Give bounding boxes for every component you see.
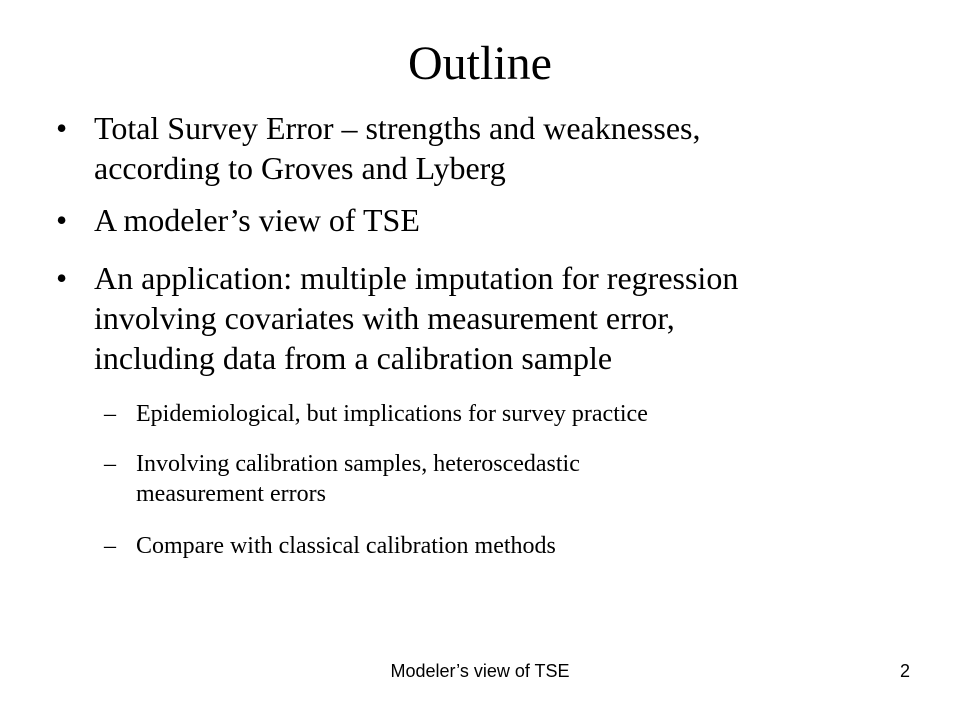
- sub-item-dash: –: [104, 401, 116, 427]
- sub-item-line: measurement errors: [136, 481, 326, 507]
- sub-item-line: Epidemiological, but implications for survey practice: [136, 401, 648, 427]
- sub-item-text-2: [136, 449, 864, 509]
- sub-item-dash: –: [104, 451, 116, 477]
- bullet-line: involving covariates with measurement error,: [94, 300, 675, 336]
- bullet-text-2: [94, 200, 884, 240]
- bullet-line: An application: multiple imputation for regression: [94, 260, 739, 296]
- sub-item-text-3: [136, 531, 864, 561]
- bullet-line: according to Groves and Lyberg: [94, 150, 506, 186]
- bullet-line: A modeler’s view of TSE: [94, 202, 420, 238]
- bullet-dot: •: [56, 110, 68, 146]
- bullet-line: including data from a calibration sample: [94, 340, 613, 376]
- bullet-text-1: [94, 108, 884, 188]
- footer-text: Modeler’s view of TSE: [390, 661, 570, 681]
- bullet-line: Total Survey Error – strengths and weaknesses,: [94, 110, 701, 146]
- bullet-dot: •: [56, 202, 68, 238]
- bullet-text-3: [94, 258, 884, 378]
- page-number: 2: [899, 661, 910, 681]
- sub-item-dash: –: [104, 533, 116, 559]
- sub-item-text-1: [136, 399, 864, 429]
- sub-item-line: Compare with classical calibration methods: [136, 533, 556, 559]
- slide-title: Outline: [408, 37, 552, 90]
- sub-item-line: Involving calibration samples, heteroscedastic: [136, 451, 580, 477]
- bullet-dot: •: [56, 260, 68, 296]
